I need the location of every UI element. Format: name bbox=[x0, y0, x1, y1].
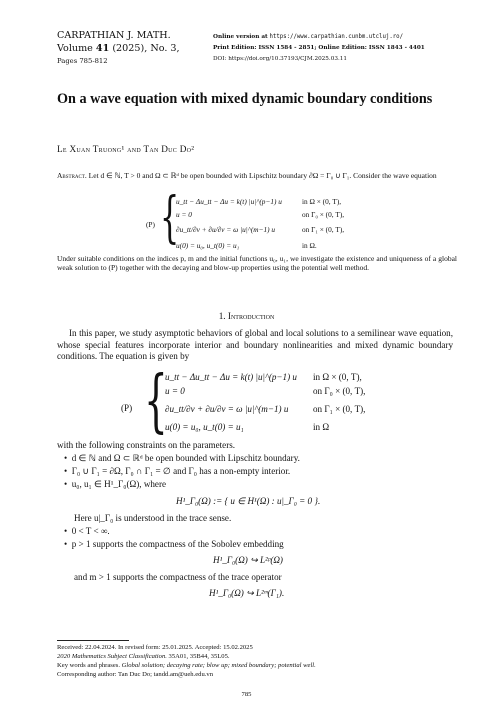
body-eq4: u(0) = u₀, u_t(0) = u₁ bbox=[165, 422, 244, 432]
abstract-dom4: in Ω. bbox=[302, 241, 317, 250]
body-dom3: on Γ₁ × (0, T), bbox=[313, 404, 366, 414]
trace-operator: H¹_Γ₀(Ω) ↪ L²ᵐ(Γ₁). bbox=[209, 588, 285, 598]
bullet-4: • 0 < T < ∞. bbox=[64, 526, 110, 536]
issn-line: Print Edition: ISSN 1584 - 2851; Online Edition: ISSN 1843 - 4401 bbox=[213, 45, 425, 51]
bullet-3: • u₀, u₁ ∈ H¹_Γ₀(Ω), where bbox=[64, 479, 167, 489]
authors: Le Xuan Truong¹ and Tan Duc Do² bbox=[57, 144, 195, 154]
journal-header bbox=[57, 30, 180, 68]
h-space-definition: H¹_Γ₀(Ω) := { u ∈ H¹(Ω) : u|_Γ₀ = 0 }. bbox=[176, 496, 321, 506]
body-dom1: in Ω × (0, T), bbox=[313, 372, 362, 382]
abstract-dom3: on Γ₁ × (0, T), bbox=[302, 225, 345, 234]
doi-line[interactable]: DOI: https://doi.org/10.37193/CJM.2025.03.11 bbox=[213, 56, 348, 62]
body-dom4: in Ω bbox=[313, 422, 330, 432]
page-number: 785 bbox=[241, 691, 252, 698]
trace-note: Here u|_Γ₀ is understood in the trace sense. bbox=[74, 513, 232, 523]
footnote-rule bbox=[57, 640, 129, 641]
abstract-conclusion: Under suitable conditions on the indices p, m and the initial functions u₀, u₁, we investigate the existence and uniqueness of a global weak solution to (P) together with the decaying and blow-up properties using the potential well method. bbox=[57, 254, 457, 273]
body-eq1: u_tt − Δu_tt − Δu = k(t) |u|^(p−1) u bbox=[165, 372, 297, 382]
bullet-2: • Γ₀ ∪ Γ₁ = ∂Ω, Γ₀ ∩ Γ₁ = ∅ and Γ₀ has a non-empty interior. bbox=[64, 466, 291, 476]
abstract-intro bbox=[57, 171, 457, 180]
body-eq2: u = 0 bbox=[165, 386, 185, 396]
bullet-2-text: Γ₀ ∪ Γ₁ = ∂Ω, Γ₀ ∩ Γ₁ = ∅ and Γ₀ has a non-empty interior. bbox=[71, 466, 291, 476]
bullet-5-text: p > 1 supports the compactness of the Sobolev embedding bbox=[71, 539, 284, 549]
footnote-received: Received: 22.04.2024. In revised form: 25.01.2025. Accepted: 15.02.2025 bbox=[57, 644, 253, 651]
volume-line: Volume 41 (2025), No. 3, bbox=[57, 42, 180, 54]
section-heading: 1. Introduction bbox=[218, 311, 275, 321]
abstract-intro-text: Let d ∈ ℕ, T > 0 and Ω ⊂ ℝᵈ be open bounded with Lipschitz boundary ∂Ω = Γ₀ ∪ Γ₁. Consider the wave equation bbox=[88, 171, 437, 180]
footnote-keywords bbox=[57, 662, 316, 671]
intro-paragraph: In this paper, we study asymptotic behaviors of global and local solutions to a semilinear wave equation, whose special features incorporate interior and boundary nonlinearities and mixed dynamic boundary conditions. The equation is given by bbox=[57, 328, 453, 362]
paper-title: On a wave equation with mixed dynamic boundary conditions bbox=[57, 91, 433, 107]
publication-info bbox=[213, 32, 425, 65]
abstract-eq2: u = 0 bbox=[176, 210, 192, 219]
msc-codes: 35A01, 35B44, 35L05. bbox=[168, 653, 230, 660]
keywords: Global solution; decaying rate; blow up; mixed boundary; potential well. bbox=[121, 662, 316, 669]
abstract-label: Abstract. bbox=[57, 171, 87, 180]
footnote-corresponding: Corresponding author: Tan Duc Do; tandd.am@ueh.edu.vn bbox=[57, 671, 214, 678]
abstract-eq4: u(0) = u₀, u_t(0) = u₁ bbox=[176, 241, 240, 250]
body-eq3: ∂u_tt/∂ν + ∂u/∂ν = ω |u|^(m−1) u bbox=[165, 404, 289, 414]
bullet-4-text: 0 < T < ∞. bbox=[71, 526, 110, 536]
keywords-label: Key words and phrases. bbox=[57, 662, 120, 669]
body-dom2: on Γ₀ × (0, T), bbox=[313, 386, 366, 396]
abstract-system-brace: { bbox=[160, 185, 180, 249]
abstract-system-label: (P) bbox=[146, 220, 155, 229]
footnote-msc bbox=[57, 653, 230, 662]
msc-label: 2020 Mathematics Subject Classification. bbox=[57, 653, 167, 660]
online-url[interactable]: https://www.carpathian.cunbm.utcluj.ro/ bbox=[269, 34, 404, 40]
m-condition: and m > 1 supports the compactness of the trace operator bbox=[74, 572, 282, 582]
body-system-brace: { bbox=[144, 362, 168, 441]
abstract-dom2: on Γ₀ × (0, T), bbox=[302, 210, 345, 219]
abstract-eq1: u_tt − Δu_tt − Δu = k(t) |u|^(p−1) u bbox=[176, 197, 282, 206]
pages-range: Pages 785-812 bbox=[57, 57, 108, 65]
abstract-eq3: ∂u_tt/∂ν + ∂u/∂ν = ω |u|^(m−1) u bbox=[176, 225, 275, 234]
bullet-1-text: d ∈ ℕ and Ω ⊂ ℝᵈ be open bounded with Lipschitz boundary. bbox=[71, 453, 300, 463]
body-system-label: (P) bbox=[121, 403, 133, 413]
bullet-5: • p > 1 supports the compactness of the Sobolev embedding bbox=[64, 539, 284, 549]
constraints-intro: with the following constraints on the parameters. bbox=[57, 440, 236, 450]
online-label: Online version at bbox=[213, 34, 268, 40]
abstract-dom1: in Ω × (0, T), bbox=[302, 197, 342, 206]
bullet-1: • d ∈ ℕ and Ω ⊂ ℝᵈ be open bounded with Lipschitz boundary. bbox=[64, 453, 300, 463]
bullet-3-text: u₀, u₁ ∈ H¹_Γ₀(Ω), where bbox=[71, 479, 167, 489]
sobolev-embedding: H¹_Γ₀(Ω) ↪ L²ᵖ(Ω) bbox=[213, 555, 283, 565]
journal-name: CARPATHIAN J. MATH. bbox=[57, 30, 171, 41]
